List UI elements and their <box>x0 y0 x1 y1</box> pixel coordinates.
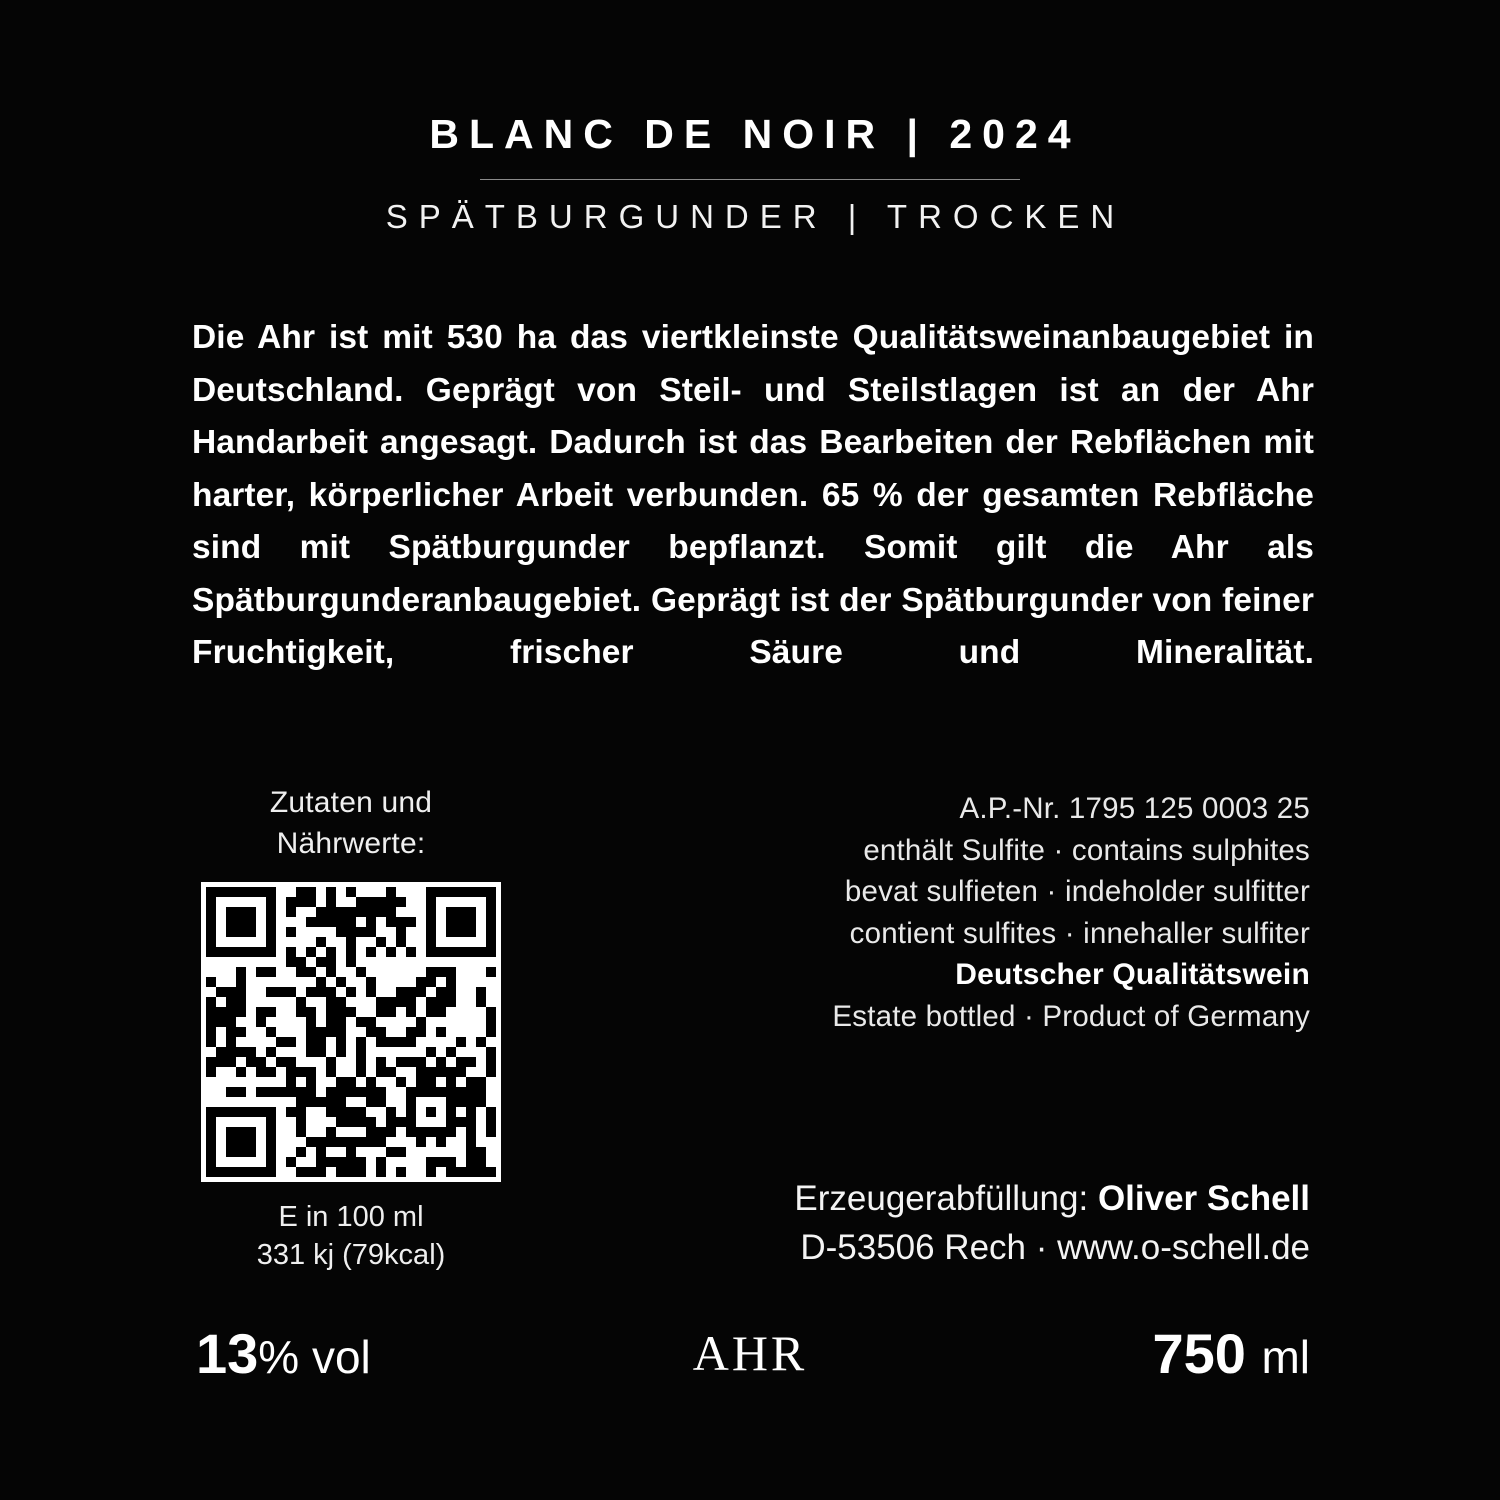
alcohol-content <box>196 1322 371 1385</box>
sulfites-line-1: enthält Sulfite · contains sulphites <box>863 833 1310 867</box>
description-text: Die Ahr ist mit 530 ha das viertkleinste Qualitätsweinanbaugebiet in Deutschland. Geprägt von Steil- und Steilstlagen ist an der Ahr Handarbeit angesagt. Dadurch ist das Bearbeiten der Rebflächen mit harter, körperlicher Arbeit verbunden. 65 % der gesamten Rebfläche sind mit Spätburgunder bepflanzt. Somit gilt die Ahr als Spätburgunderanbaugebiet. Geprägt ist der Spätburgunder von feiner Fruchtigkeit, frischer Säure und Mineralität. <box>192 319 1314 671</box>
header-divider <box>480 179 1020 180</box>
volume-value: 750 <box>1152 1322 1246 1385</box>
ingredients-label-line2: Nährwerte: <box>276 827 426 860</box>
lower-info-block <box>0 782 1500 1402</box>
region-mark: AHR <box>692 1325 808 1381</box>
page-title: BLANC DE NOIR | 2024 <box>429 111 1081 157</box>
producer-block <box>550 1174 1310 1272</box>
qr-code-canvas[interactable] <box>206 887 496 1177</box>
ingredients-label-line1: Zutaten und <box>269 786 433 819</box>
label-header <box>0 112 1500 236</box>
volume-unit: ml <box>1261 1331 1310 1383</box>
abv-unit: % vol <box>258 1331 371 1383</box>
producer-line-1 <box>550 1174 1310 1223</box>
sulfites-line-3: contient sulfites · innehaller sulfiter <box>849 916 1310 950</box>
qr-code[interactable] <box>201 882 501 1182</box>
producer-name: Oliver Schell <box>1097 1179 1310 1218</box>
bottle-volume <box>1152 1322 1310 1385</box>
page-subtitle: SPÄTBURGUNDER | TROCKEN <box>385 198 1126 236</box>
producer-prefix: Erzeugerabfüllung: <box>794 1179 1098 1218</box>
ingredients-label <box>196 782 506 864</box>
ingredients-column <box>196 782 506 1274</box>
sulfites-line-2: bevat sulfieten · indeholder sulfitter <box>844 875 1310 908</box>
energy-line-1: E in 100 ml <box>278 1201 424 1233</box>
energy-info <box>196 1198 506 1274</box>
origin-statement: Estate bottled · Product of Germany <box>832 999 1310 1033</box>
legal-column <box>650 788 1310 1037</box>
energy-line-2: 331 kj (79kcal) <box>256 1239 446 1271</box>
producer-address: D-53506 Rech · www.o-schell.de <box>800 1228 1310 1267</box>
quality-designation: Deutscher Qualitätswein <box>955 958 1310 991</box>
bottom-row <box>0 1312 1500 1385</box>
ap-number: A.P.-Nr. 1795 125 0003 25 <box>959 792 1310 825</box>
abv-value: 13 <box>196 1322 259 1385</box>
